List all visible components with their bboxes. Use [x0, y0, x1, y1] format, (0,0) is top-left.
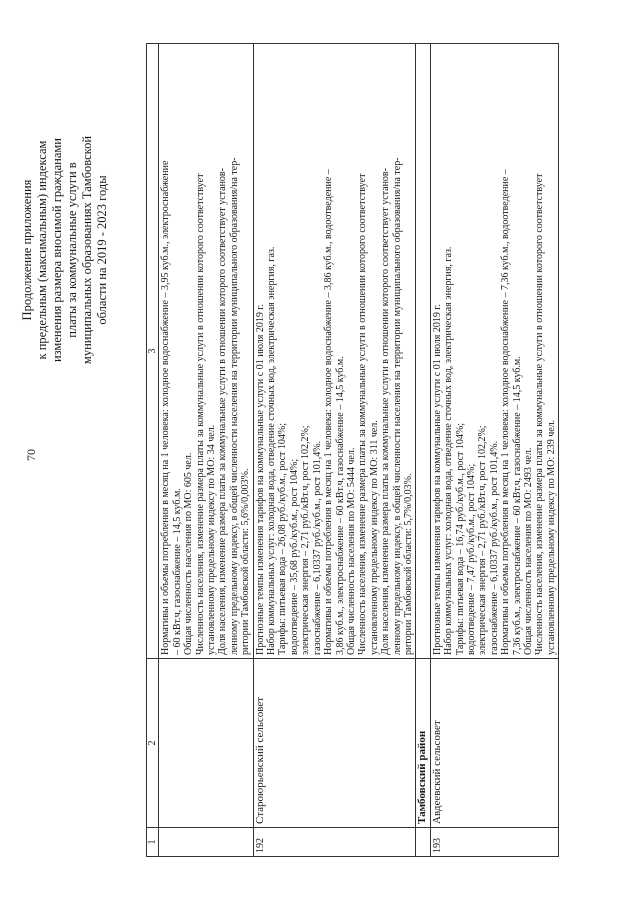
row-details [416, 44, 430, 659]
detail-line: Общая численность населения по МО: 2493 чел. [523, 447, 534, 655]
municipality-name: Авдеевский сельсовет [430, 659, 558, 828]
row-number [159, 828, 253, 857]
detail-line: ритории Тамбовской области: 5,6%/0,003%. [240, 468, 252, 655]
detail-line: ритории Тамбовской области: 5,7%/0,03%. [402, 473, 414, 655]
municipality-name: Староюрьевский сельсовет [253, 659, 416, 828]
detail-line: 3,86 куб.м., электроснабжение – 60 кВт.ч, газоснабжение – 14,5 куб.м. [334, 356, 346, 655]
detail-line: ленному предельному индексу, в общей численности населения на территории муниципального образования/на тер- [228, 157, 240, 655]
detail-line: 7,36 куб.м., электроснабжение – 60 кВт.ч, газоснабжение – 14,5 куб.м. [511, 356, 523, 655]
row-number: 192 [253, 828, 416, 857]
detail-line: электрическая энергия – 2,71 руб./кВт.ч, рост 102,2%; [300, 425, 312, 655]
header-line: Продолжение приложения [20, 179, 34, 321]
region-name: Тамбовский район [416, 659, 430, 828]
appendix-header [20, 80, 110, 420]
detail-line: – 60 кВт.ч, газоснабжение – 14,5 куб.м. [171, 488, 183, 655]
row-number [416, 828, 430, 857]
header-line: к предельным (максимальным) индексам [35, 140, 49, 360]
detail-line: газоснабжение – 6,10337 руб./куб.м., рост 101,4%. [311, 440, 323, 655]
detail-line: Общая численность населения по МО: 5444 чел. [345, 447, 357, 655]
table-row [430, 44, 558, 857]
col-header-1: 1 [147, 828, 159, 857]
detail-line: установленному предельному индексу по МО: 239 чел. [545, 419, 557, 655]
municipality-name [159, 659, 253, 828]
detail-line: установленному предельному индексу по МО: 34 чел. [206, 424, 218, 655]
detail-line: ленному предельному индексу, в общей численности населения на территории муниципального образования/на тер- [391, 157, 403, 655]
detail-line: Прогнозные темпы изменения тарифов на коммунальные услуги с 01 июля 2019 г. [431, 304, 443, 655]
page-number: 70 [24, 449, 38, 461]
header-line: муниципальных образованиях Тамбовской [80, 135, 94, 365]
indices-table [146, 43, 559, 857]
header-line: изменения размера вносимой гражданами [50, 138, 64, 363]
detail-line: Доля населения, изменение размера платы за коммунальные услуги в отношении которого соответствует установ- [217, 168, 229, 655]
detail-line: Численность населения, изменение размера платы за коммунальные услуги в отношении которого соответствует [194, 173, 206, 655]
detail-line: электрическая энергия – 2,71 руб./кВт.ч, рост 102,2%; [477, 425, 489, 655]
table-row [159, 44, 253, 857]
table-row [253, 44, 416, 857]
header-line: платы за коммунальные услуги в [65, 162, 79, 338]
region-row [416, 44, 430, 857]
header-line: области на 2019 - 2023 годы [95, 175, 109, 325]
detail-line: Численность населения, изменение размера платы за коммунальные услуги в отношении которого соответствует [357, 173, 369, 655]
detail-line: водоотведение – 35,68 руб./куб.м., рост 104%; [288, 458, 300, 655]
table-header-row [147, 44, 159, 857]
detail-line: Численность населения, изменение размера платы за коммунальные услуги в отношении которого соответствует [534, 173, 546, 655]
row-number: 193 [430, 828, 558, 857]
detail-line: Нормативы и объемы потребления в месяц на 1 человека: холодное водоснабжение – 3,86 куб.м., водоотведение – [323, 169, 335, 655]
detail-line: Тарифы: питьевая вода – 26,08 руб./куб.м., рост 104%; [277, 423, 289, 655]
detail-line: Прогнозные темпы изменения тарифов на коммунальные услуги с 01 июля 2019 г. [254, 304, 266, 655]
detail-line: Доля населения, изменение размера платы за коммунальные услуги в отношении которого соответствует установ- [380, 168, 392, 655]
row-details [430, 44, 558, 659]
detail-line: Нормативы и объемы потребления в месяц на 1 человека: холодное водоснабжение – 7,36 куб.м., водоотведение – [500, 169, 512, 655]
detail-line: Общая численность населения по МО: 605 чел. [183, 452, 195, 655]
row-details [159, 44, 253, 659]
col-header-3: 3 [147, 44, 159, 659]
col-header-2: 2 [147, 659, 159, 828]
detail-line: газоснабжение – 6,10337 руб./куб.м., рост 101,4%. [488, 440, 500, 655]
detail-line: Набор коммунальных услуг: холодная вода, отведение сточных вод, электрическая энергия, газ. [443, 246, 455, 655]
row-details [253, 44, 416, 659]
detail-line: установленному предельному индексу по МО: 311 чел. [368, 420, 380, 655]
detail-line: Набор коммунальных услуг: холодная вода, отведение сточных вод, электрическая энергия, газ. [266, 246, 278, 655]
detail-line: водоотведение – 7,47 руб./куб.м., рост 104%; [465, 463, 477, 655]
detail-line: Тарифы: питьевая вода – 16,74 руб./куб.м., рост 104%; [454, 423, 466, 655]
detail-line: Нормативы и объемы потребления в месяц на 1 человека: холодное водоснабжение – 3,95 куб.м., электроснабжение [160, 160, 172, 655]
